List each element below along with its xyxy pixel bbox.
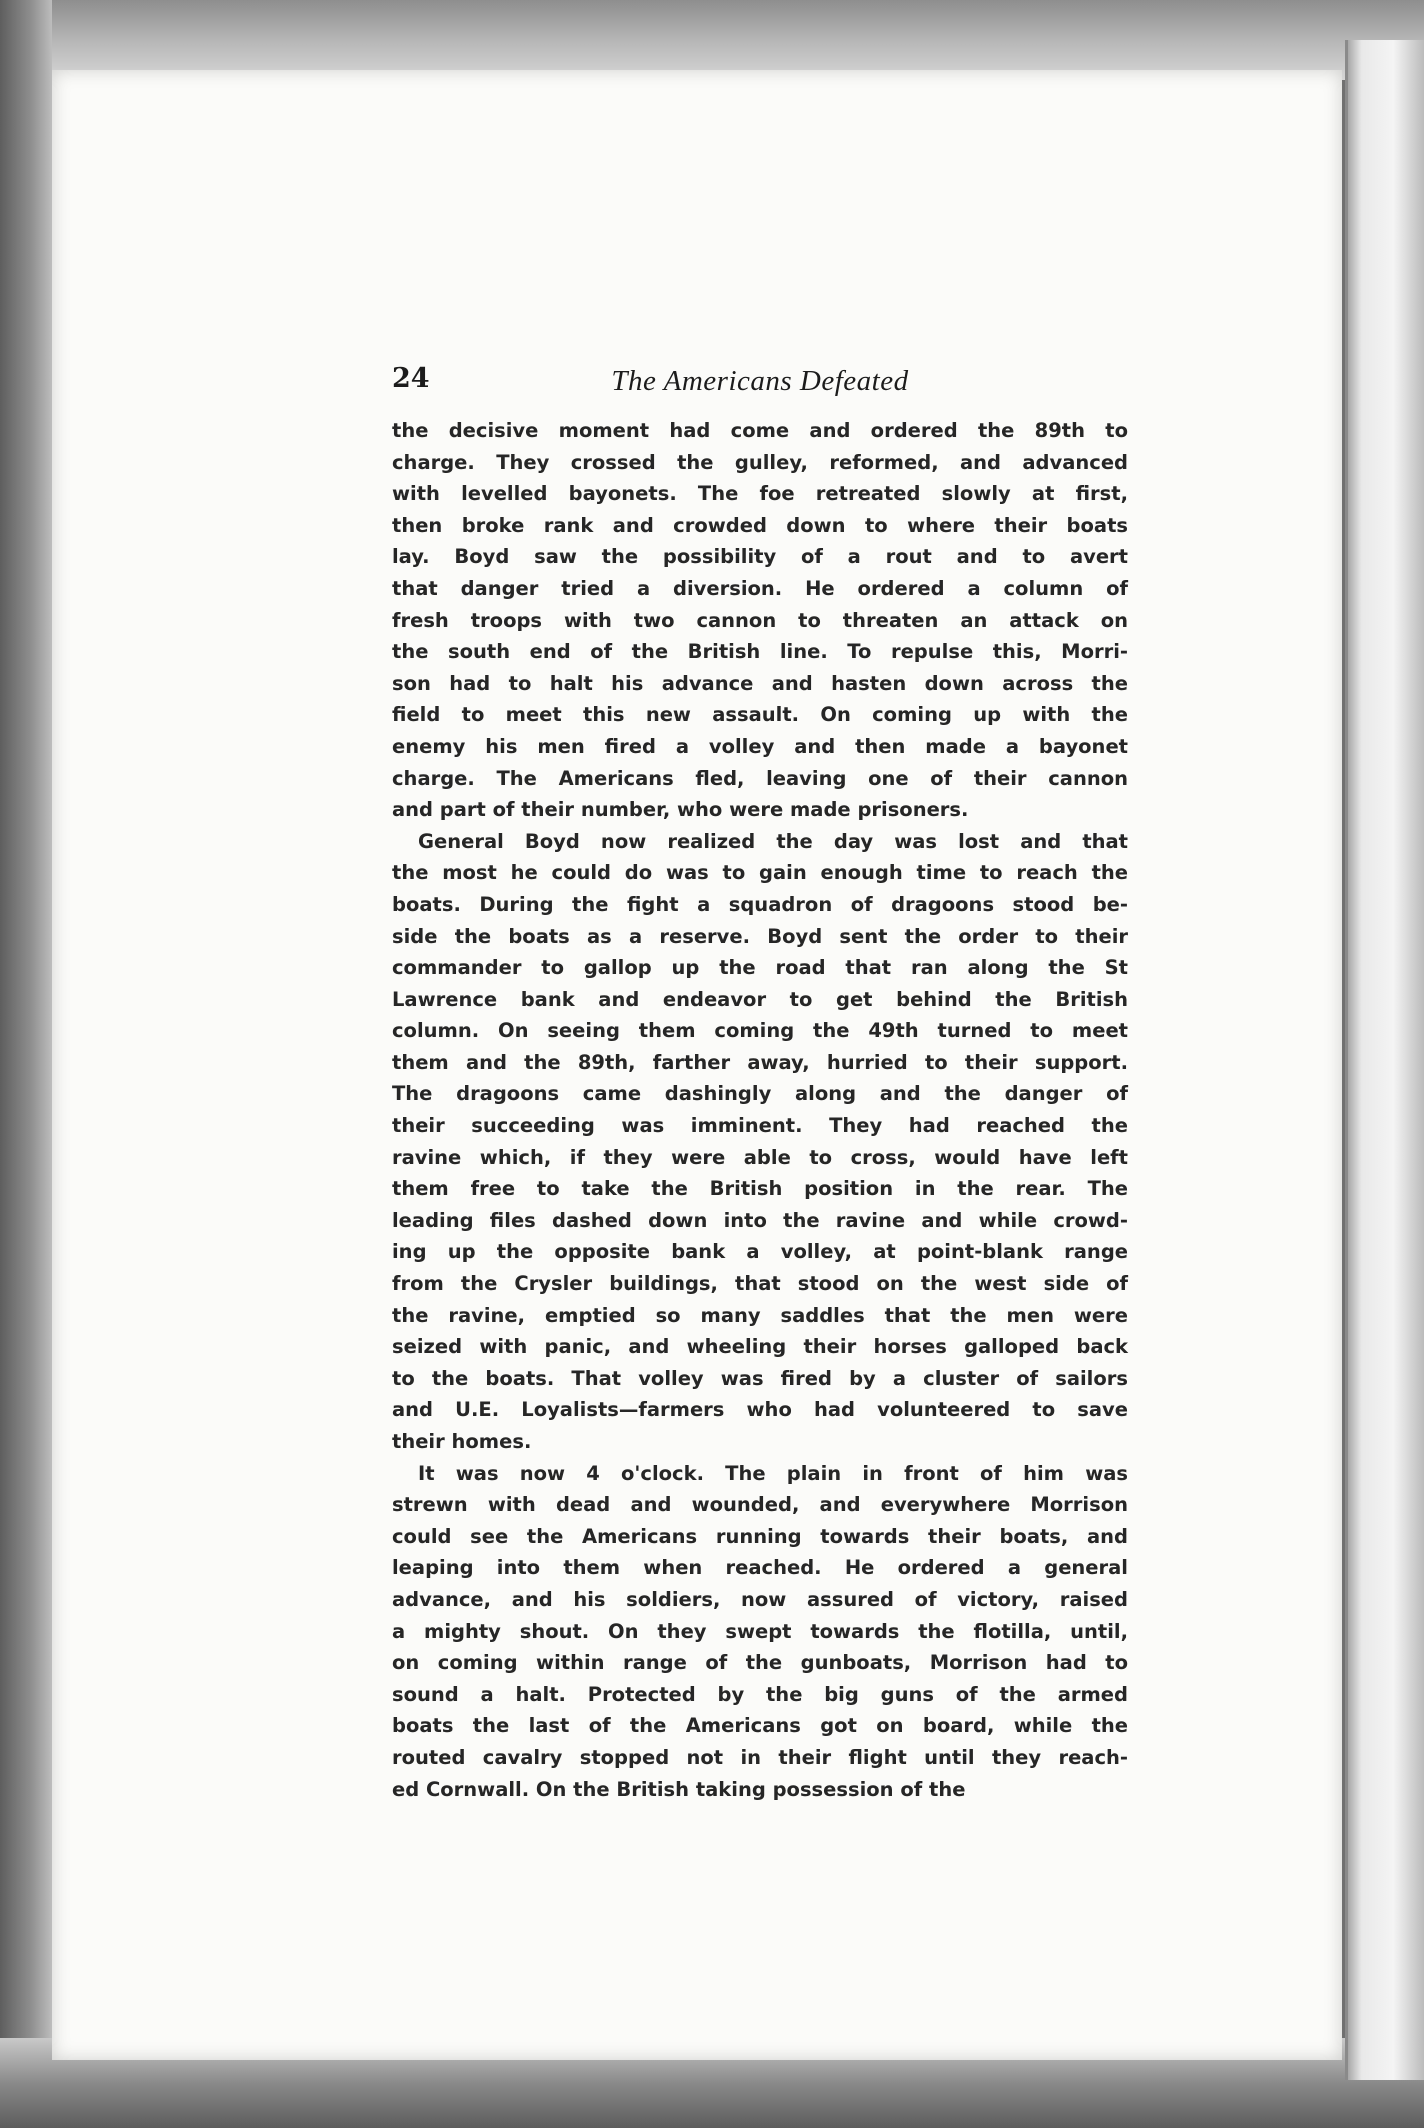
running-head xyxy=(392,363,1128,411)
text-line: column. On seeing them coming the 49th turned to meet xyxy=(392,1019,1128,1043)
paragraph-2 xyxy=(392,826,1128,1458)
text-line: could see the Americans running towards their boats, and xyxy=(392,1524,1128,1548)
text-line: their succeeding was imminent. They had reached the xyxy=(392,1114,1128,1138)
text-line: commander to gallop up the road that ran along the St xyxy=(392,956,1128,980)
text-line: field to meet this new assault. On coming up with the xyxy=(392,703,1128,727)
page-number: 24 xyxy=(392,363,430,394)
text-line: ed Cornwall. On the British taking possession of the xyxy=(392,1777,966,1801)
text-line: them and the 89th, farther away, hurried to their support. xyxy=(392,1050,1128,1074)
page-content xyxy=(392,363,1128,1805)
text-line: them free to take the British position in the rear. The xyxy=(392,1177,1128,1201)
text-line: leading files dashed down into the ravine and while crowd- xyxy=(392,1208,1128,1232)
text-line: lay. Boyd saw the possibility of a rout and to avert xyxy=(392,545,1128,569)
text-line: leaping into them when reached. He ordered a general xyxy=(392,1556,1128,1580)
text-line: fresh troops with two cannon to threaten an attack on xyxy=(392,608,1128,632)
text-line: with levelled bayonets. The foe retreated slowly at first, xyxy=(392,482,1128,506)
text-line: and part of their number, who were made prisoners. xyxy=(392,798,969,822)
text-line: the ravine, emptied so many saddles that the men were xyxy=(392,1303,1128,1327)
text-line: from the Crysler buildings, that stood on the west side of xyxy=(392,1272,1128,1296)
text-line: son had to halt his advance and hasten down across the xyxy=(392,671,1128,695)
running-title: The Americans Defeated xyxy=(611,365,909,397)
text-line: routed cavalry stopped not in their flight until they reach- xyxy=(392,1745,1128,1769)
text-line: enemy his men fired a volley and then made a bayonet xyxy=(392,734,1128,758)
text-line: boats. During the fight a squadron of dragoons stood be- xyxy=(392,892,1128,916)
text-line: their homes. xyxy=(392,1430,532,1453)
text-line: charge. They crossed the gulley, reformed, and advanced xyxy=(392,450,1128,474)
text-line: side the boats as a reserve. Boyd sent the order to their xyxy=(392,924,1128,948)
scan-left-edge xyxy=(0,0,52,2128)
text-line: The dragoons came dashingly along and the danger of xyxy=(392,1082,1128,1106)
text-line: that danger tried a diversion. He ordered a column of xyxy=(392,576,1128,600)
text-line: strewn with dead and wounded, and everywhere Morrison xyxy=(392,1493,1128,1517)
text-line: charge. The Americans fled, leaving one of their cannon xyxy=(392,766,1128,790)
text-line: Lawrence bank and endeavor to get behind the British xyxy=(392,987,1128,1011)
text-line: and U.E. Loyalists—farmers who had volunteered to save xyxy=(392,1398,1128,1422)
text-line: seized with panic, and wheeling their horses galloped back xyxy=(392,1335,1128,1359)
next-page-edge xyxy=(1345,40,1424,2080)
text-line: General Boyd now realized the day was lost and that xyxy=(418,829,1128,853)
paragraph-1 xyxy=(392,415,1128,826)
text-line: the south end of the British line. To repulse this, Morri- xyxy=(392,640,1128,664)
text-line: the most he could do was to gain enough time to reach the xyxy=(392,861,1128,885)
text-line: to the boats. That volley was fired by a cluster of sailors xyxy=(392,1366,1128,1390)
text-line: a mighty shout. On they swept towards the flotilla, until, xyxy=(392,1619,1128,1643)
text-line: ing up the opposite bank a volley, at point-blank range xyxy=(392,1240,1128,1264)
text-line: then broke rank and crowded down to where their boats xyxy=(392,513,1128,537)
paragraph-3 xyxy=(392,1458,1128,1806)
text-line: advance, and his soldiers, now assured of victory, raised xyxy=(392,1587,1128,1611)
scan-top-edge xyxy=(0,0,1424,80)
text-line: ravine which, if they were able to cross, would have left xyxy=(392,1145,1128,1169)
text-line: on coming within range of the gunboats, Morrison had to xyxy=(392,1651,1128,1675)
text-line: boats the last of the Americans got on board, while the xyxy=(392,1714,1128,1738)
text-line: the decisive moment had come and ordered the 89th to xyxy=(392,419,1128,442)
text-line: sound a halt. Protected by the big guns of the armed xyxy=(392,1682,1128,1706)
book-page xyxy=(52,70,1342,2060)
text-line: It was now 4 o'clock. The plain in front of him was xyxy=(418,1461,1128,1485)
